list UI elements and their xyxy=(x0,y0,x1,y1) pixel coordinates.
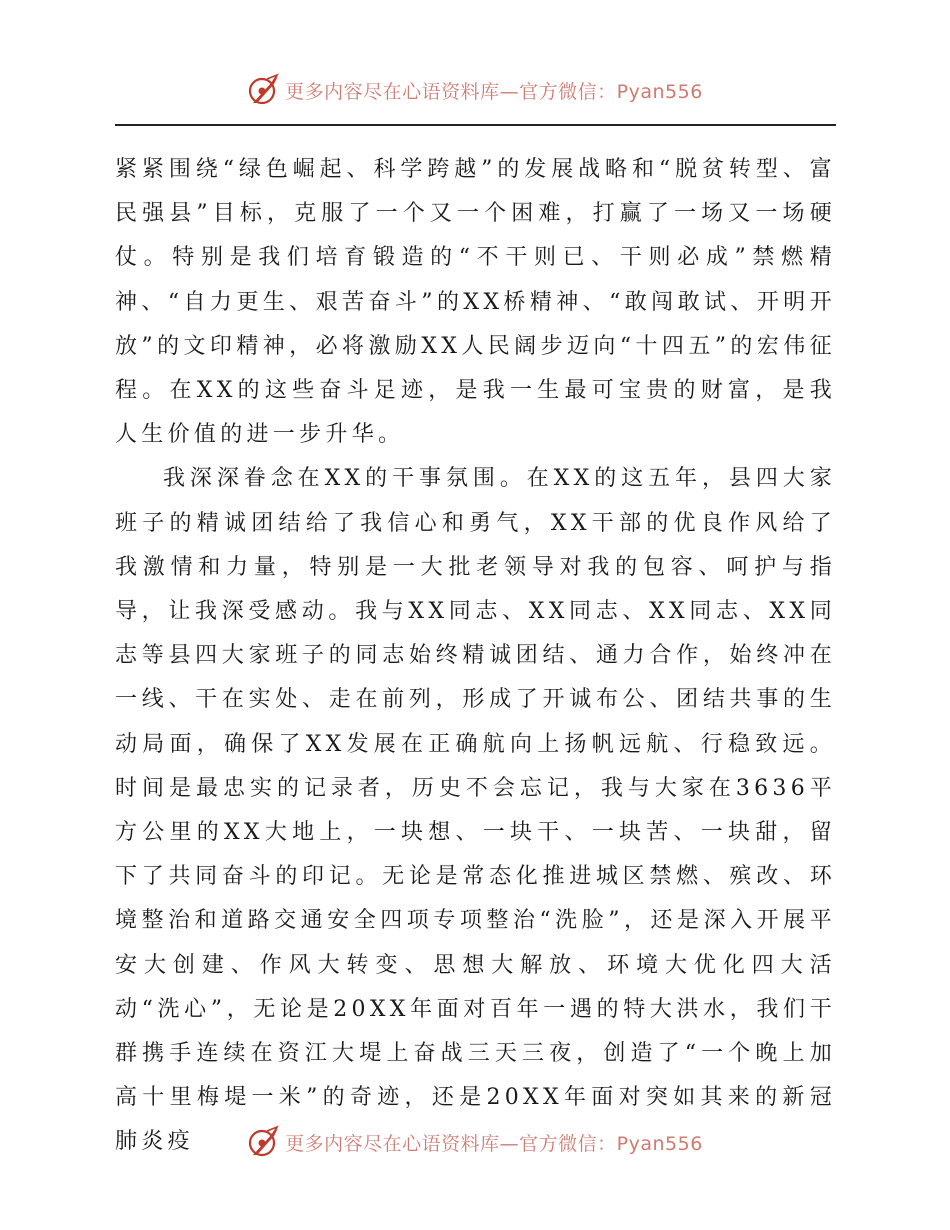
document-body xyxy=(115,148,836,1165)
header-watermark xyxy=(0,70,950,110)
quill-pen-logo-icon xyxy=(247,73,281,107)
paragraph-1: 紧紧围绕“绿色崛起、科学跨越”的发展战略和“脱贫转型、富民强县”目标，克服了一个又一个困难，打赢了一场又一场硬仗。特别是我们培育锻造的“不干则已、干则必成”禁燃精神、“自力更生、艰苦奋斗”的XX桥精神、“敢闯敢试、开明开放”的文印精神，必将激励XX人民阔步迈向“十四五”的宏伟征程。在XX的这些奋斗足迹，是我一生最可宝贵的财富，是我人生价值的进一步升华。 xyxy=(115,157,836,448)
footer-watermark-text: 更多内容尽在心语资料库—官方微信：Pyan556 xyxy=(285,1132,703,1155)
quill-pen-logo-icon xyxy=(247,1125,281,1159)
header-watermark-text: 更多内容尽在心语资料库—官方微信：Pyan556 xyxy=(285,80,703,103)
footer-watermark xyxy=(0,1122,950,1162)
header-divider xyxy=(115,124,836,126)
paragraph-2: 我深深眷念在XX的干事氛围。在XX的这五年，县四大家班子的精诚团结给了我信心和勇气，XX干部的优良作风给了我激情和力量，特别是一大批老领导对我的包容、呵护与指导，让我深受感动。我与XX同志、XX同志、XX同志、XX同志等县四大家班子的同志始终精诚团结、通力合作，始终冲在一线、干在实处、走在前列，形成了开诚布公、团结共事的生动局面，确保了XX发展在正确航向上扬帆远航、行稳致远。时间是最忠实的记录者，历史不会忘记，我与大家在3636平方公里的XX大地上，一块想、一块干、一块苦、一块甜，留下了共同奋斗的印记。无论是常态化推进城区禁燃、殡改、环境整治和道路交通安全四项专项整治“洗脸”，还是深入开展平安大创建、作风大转变、思想大解放、环境大优化四大活动“洗心”，无论是20XX年面对百年一遇的特大洪水，我们干群携手连续在资江大堤上奋战三天三夜，创造了“一个晚上加高十里梅堤一米”的奇迹，还是20XX年面对突如其来的新冠肺炎疫 xyxy=(115,466,836,1155)
